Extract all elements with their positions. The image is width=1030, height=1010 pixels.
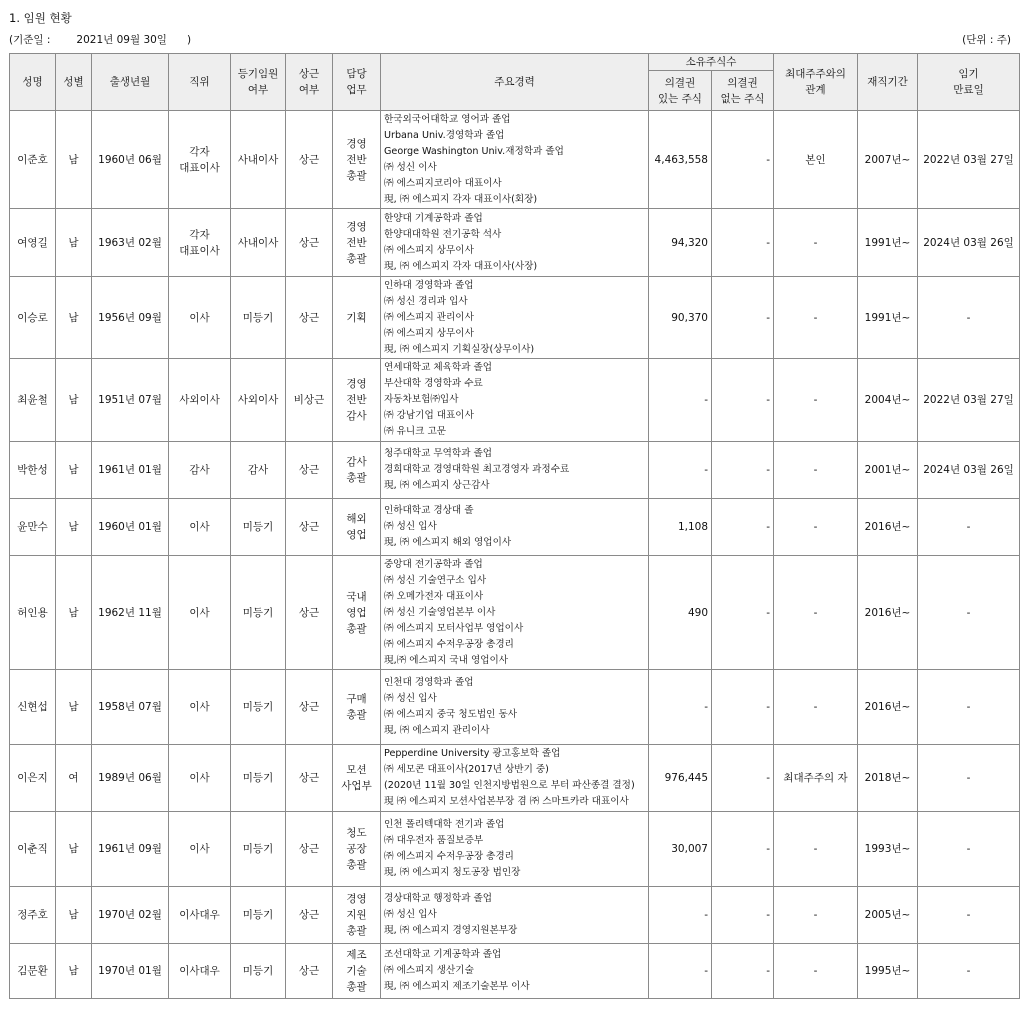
cell-career-line: 한양대대학원 전기공학 석사 xyxy=(384,228,502,240)
cell-duty-line: 총괄 xyxy=(346,925,367,937)
cell-career-line: ㈜ 성신 기술연구소 입사 xyxy=(384,574,487,586)
cell-term: 2024년 03월 26일 xyxy=(918,442,1020,499)
cell-duty-line: 총괄 xyxy=(346,472,367,484)
table-row xyxy=(10,887,1020,944)
cell-nonvoting-shares: - xyxy=(712,670,774,745)
cell-tenure: 2016년~ xyxy=(858,670,918,745)
cell-duty xyxy=(333,111,381,209)
cell-registered: 미등기 xyxy=(231,812,286,887)
cell-duty-line: 전반 xyxy=(346,153,367,166)
cell-career-line: 자동차보험㈜입사 xyxy=(384,394,459,405)
table-header xyxy=(10,54,1020,111)
cell-career-line: 現, ㈜ 에스피지 각자 대표이사(사장) xyxy=(384,260,538,272)
cell-fulltime: 상근 xyxy=(286,887,333,944)
cell-career-line: ㈜ 에스피지 상무이사 xyxy=(384,327,474,339)
cell-term: 2022년 03월 27일 xyxy=(918,359,1020,442)
cell-position xyxy=(169,745,231,812)
cell-position-line: 이사 xyxy=(189,521,210,533)
cell-career-line: 연세대학교 체육학과 졸업 xyxy=(384,362,493,373)
cell-nonvoting-shares: - xyxy=(712,277,774,359)
cell-voting-shares: 1,108 xyxy=(649,499,712,556)
section-title: 1. 임원 현황 xyxy=(9,11,72,25)
cell-name: 이준호 xyxy=(10,111,56,209)
cell-relation: - xyxy=(774,887,858,944)
table-row xyxy=(10,277,1020,359)
cell-position-line: 각자 xyxy=(189,145,210,158)
table-row xyxy=(10,670,1020,745)
cell-career xyxy=(381,499,649,556)
cell-voting-shares: - xyxy=(649,442,712,499)
cell-voting-shares: - xyxy=(649,670,712,745)
table-row xyxy=(10,812,1020,887)
cell-term: - xyxy=(918,499,1020,556)
cell-career-line: 現, ㈜ 에스피지 상근감사 xyxy=(384,480,490,491)
cell-career-line: ㈜ 강남기업 대표이사 xyxy=(384,410,474,421)
header-name: 성명 xyxy=(10,54,56,111)
cell-birth: 1951년 07월 xyxy=(92,359,169,442)
cell-registered: 사내이사 xyxy=(231,209,286,277)
cell-career-line: 現, ㈜ 에스피지 경영지원본부장 xyxy=(384,925,518,936)
cell-career-line: ㈜ 에스피지코리아 대표이사 xyxy=(384,177,502,189)
cell-career-line: ㈜ 에스피지 상무이사 xyxy=(384,244,474,256)
cell-term: - xyxy=(918,812,1020,887)
cell-tenure: 1993년~ xyxy=(858,812,918,887)
cell-career-line: 인천대 경영학과 졸업 xyxy=(384,677,474,688)
cell-duty-line: 총괄 xyxy=(346,981,367,993)
cell-tenure: 2005년~ xyxy=(858,887,918,944)
cell-position-line: 이사대우 xyxy=(179,909,220,921)
cell-position xyxy=(169,887,231,944)
table-row xyxy=(10,745,1020,812)
cell-career xyxy=(381,442,649,499)
base-date: 2021년 09월 30일 xyxy=(76,34,167,46)
cell-relation: - xyxy=(774,556,858,670)
cell-career-line: Urbana Univ.경영학과 졸업 xyxy=(384,129,505,141)
cell-birth: 1963년 02월 xyxy=(92,209,169,277)
cell-duty xyxy=(333,556,381,670)
cell-voting-shares: - xyxy=(649,887,712,944)
cell-birth: 1961년 09월 xyxy=(92,812,169,887)
cell-tenure: 2004년~ xyxy=(858,359,918,442)
cell-birth: 1970년 01월 xyxy=(92,944,169,999)
cell-duty-line: 경영 xyxy=(346,893,367,905)
cell-career-line: 인천 폴리텍대학 전기과 졸업 xyxy=(384,819,505,830)
table-row xyxy=(10,111,1020,209)
cell-duty xyxy=(333,209,381,277)
cell-career-line: 경상대학교 행정학과 졸업 xyxy=(384,893,493,904)
cell-fulltime: 상근 xyxy=(286,442,333,499)
cell-career-line: 중앙대 전기공학과 졸업 xyxy=(384,558,483,570)
cell-career-line: 現,㈜ 에스피지 국내 영업이사 xyxy=(384,654,509,666)
cell-gender: 여 xyxy=(56,745,92,812)
cell-birth: 1961년 01월 xyxy=(92,442,169,499)
cell-duty-line: 영업 xyxy=(346,529,367,541)
header-duty: 담당 업무 xyxy=(333,54,381,111)
cell-duty-line: 경영 xyxy=(346,378,367,390)
cell-tenure: 1991년~ xyxy=(858,209,918,277)
cell-career-line: 現, ㈜ 에스피지 관리이사 xyxy=(384,725,490,736)
cell-position xyxy=(169,277,231,359)
cell-gender: 남 xyxy=(56,812,92,887)
cell-career-line: ㈜ 유니크 고문 xyxy=(384,426,447,437)
cell-birth: 1970년 02월 xyxy=(92,887,169,944)
cell-voting-shares: 90,370 xyxy=(649,277,712,359)
table-row xyxy=(10,499,1020,556)
cell-career-line: 인하대 경영학과 졸업 xyxy=(384,279,474,291)
cell-duty-line: 기획 xyxy=(346,311,367,324)
header-birth: 출생년월 xyxy=(92,54,169,111)
cell-duty-line: 해외 xyxy=(346,513,367,525)
header-gender: 성별 xyxy=(56,54,92,111)
table-body xyxy=(10,111,1020,999)
cell-position-line: 이사 xyxy=(189,772,210,784)
cell-position xyxy=(169,111,231,209)
cell-relation: - xyxy=(774,944,858,999)
table-row xyxy=(10,944,1020,999)
cell-fulltime: 상근 xyxy=(286,745,333,812)
base-date-line xyxy=(9,32,191,47)
cell-nonvoting-shares: - xyxy=(712,887,774,944)
cell-registered: 미등기 xyxy=(231,745,286,812)
cell-career-line: Pepperdine University 광고홍보학 졸업 xyxy=(384,748,561,759)
cell-gender: 남 xyxy=(56,499,92,556)
cell-career-line: 부산대학 경영학과 수료 xyxy=(384,378,483,389)
header-relation: 최대주주와의 관계 xyxy=(774,54,858,111)
header-career: 주요경력 xyxy=(381,54,649,111)
cell-career xyxy=(381,887,649,944)
cell-position xyxy=(169,556,231,670)
cell-career xyxy=(381,944,649,999)
cell-term: - xyxy=(918,556,1020,670)
cell-position xyxy=(169,359,231,442)
cell-duty-line: 청도 xyxy=(346,827,367,839)
cell-gender: 남 xyxy=(56,111,92,209)
cell-registered: 미등기 xyxy=(231,499,286,556)
cell-duty xyxy=(333,277,381,359)
cell-duty xyxy=(333,670,381,745)
cell-position xyxy=(169,670,231,745)
cell-career-line: ㈜ 대우전자 품질보증부 xyxy=(384,835,484,846)
cell-birth: 1989년 06월 xyxy=(92,745,169,812)
table-row xyxy=(10,209,1020,277)
cell-career-line: ㈜ 에스피지 수저우공장 총경리 xyxy=(384,851,514,862)
cell-duty xyxy=(333,887,381,944)
cell-tenure: 2016년~ xyxy=(858,499,918,556)
cell-name: 최윤철 xyxy=(10,359,56,442)
cell-nonvoting-shares: - xyxy=(712,812,774,887)
cell-registered: 사내이사 xyxy=(231,111,286,209)
cell-voting-shares: 976,445 xyxy=(649,745,712,812)
cell-duty-line: 지원 xyxy=(346,909,367,921)
cell-duty xyxy=(333,499,381,556)
cell-duty-line: 경영 xyxy=(346,137,367,150)
header-shares-group: 소유주식수 xyxy=(649,54,774,71)
cell-name: 이춘직 xyxy=(10,812,56,887)
cell-duty-line: 영업 xyxy=(346,606,367,619)
cell-duty-line: 총괄 xyxy=(346,709,367,721)
cell-duty-line: 총괄 xyxy=(346,252,367,265)
cell-gender: 남 xyxy=(56,556,92,670)
cell-registered: 사외이사 xyxy=(231,359,286,442)
cell-name: 이은지 xyxy=(10,745,56,812)
base-date-close: ) xyxy=(186,34,192,46)
cell-career-line: George Washington Univ.재정학과 졸업 xyxy=(384,145,564,157)
cell-name: 박한성 xyxy=(10,442,56,499)
cell-name: 허인용 xyxy=(10,556,56,670)
cell-position-line: 이사대우 xyxy=(179,965,220,977)
cell-nonvoting-shares: - xyxy=(712,359,774,442)
cell-voting-shares: 94,320 xyxy=(649,209,712,277)
cell-career xyxy=(381,745,649,812)
cell-relation: - xyxy=(774,812,858,887)
cell-duty-line: 국내 xyxy=(346,590,367,603)
cell-career-line: (2020년 11월 30일 인천지방법원으로 부터 파산종결 결정) xyxy=(384,780,635,791)
cell-duty-line: 총괄 xyxy=(346,622,367,635)
cell-position xyxy=(169,442,231,499)
cell-term: - xyxy=(918,944,1020,999)
cell-name: 신현섭 xyxy=(10,670,56,745)
cell-fulltime: 상근 xyxy=(286,670,333,745)
cell-relation: - xyxy=(774,442,858,499)
cell-position-line: 이사 xyxy=(189,701,210,713)
cell-nonvoting-shares: - xyxy=(712,209,774,277)
header-registered: 등기임원 여부 xyxy=(231,54,286,111)
cell-fulltime: 상근 xyxy=(286,277,333,359)
cell-term: - xyxy=(918,887,1020,944)
cell-relation: 최대주주의 자 xyxy=(774,745,858,812)
cell-career-line: ㈜ 성신 입사 xyxy=(384,693,437,704)
cell-tenure: 1995년~ xyxy=(858,944,918,999)
header-nonvoting: 의결권 없는 주식 xyxy=(712,71,774,111)
cell-duty xyxy=(333,745,381,812)
cell-birth: 1956년 09월 xyxy=(92,277,169,359)
cell-position-line: 각자 xyxy=(189,228,210,241)
cell-position-line: 사외이사 xyxy=(179,394,220,406)
cell-career-line: 경희대학교 경영대학원 최고경영자 과정수료 xyxy=(384,464,570,475)
cell-gender: 남 xyxy=(56,359,92,442)
cell-name: 여영길 xyxy=(10,209,56,277)
cell-gender: 남 xyxy=(56,277,92,359)
cell-position xyxy=(169,209,231,277)
cell-relation: - xyxy=(774,277,858,359)
cell-duty-line: 기술 xyxy=(346,965,367,977)
cell-registered: 미등기 xyxy=(231,887,286,944)
cell-career-line: ㈜ 오메가전자 대표이사 xyxy=(384,590,484,602)
base-date-label: (기준일 : xyxy=(9,34,51,46)
cell-term: - xyxy=(918,745,1020,812)
cell-name: 윤만수 xyxy=(10,499,56,556)
cell-career-line: ㈜ 성신 입사 xyxy=(384,909,437,920)
cell-relation: - xyxy=(774,209,858,277)
cell-voting-shares: 490 xyxy=(649,556,712,670)
cell-career-line: 現 ㈜ 에스피지 모션사업본부장 겸 ㈜ 스마트카라 대표이사 xyxy=(384,796,629,807)
cell-voting-shares: 30,007 xyxy=(649,812,712,887)
cell-term: 2022년 03월 27일 xyxy=(918,111,1020,209)
cell-nonvoting-shares: - xyxy=(712,556,774,670)
cell-career-line: ㈜ 에스피지 수저우공장 총경리 xyxy=(384,638,514,650)
cell-career-line: 한국외국어대학교 영어과 졸업 xyxy=(384,113,511,125)
header-position: 직위 xyxy=(169,54,231,111)
executive-table xyxy=(9,53,1020,999)
cell-position xyxy=(169,944,231,999)
cell-career xyxy=(381,359,649,442)
cell-position-line: 이사 xyxy=(189,843,210,855)
cell-career-line: 조선대학교 기계공학과 졸업 xyxy=(384,949,502,960)
cell-registered: 미등기 xyxy=(231,944,286,999)
cell-fulltime: 상근 xyxy=(286,556,333,670)
cell-fulltime: 비상근 xyxy=(286,359,333,442)
cell-name: 이승로 xyxy=(10,277,56,359)
cell-duty-line: 감사 xyxy=(346,410,367,422)
cell-duty-line: 전반 xyxy=(346,394,367,406)
cell-term: 2024년 03월 26일 xyxy=(918,209,1020,277)
cell-nonvoting-shares: - xyxy=(712,499,774,556)
cell-career-line: ㈜ 에스피지 중국 청도법인 동사 xyxy=(384,709,518,720)
cell-career-line: 한양대 기계공학과 졸업 xyxy=(384,212,483,224)
cell-relation: - xyxy=(774,499,858,556)
cell-registered: 감사 xyxy=(231,442,286,499)
cell-tenure: 2016년~ xyxy=(858,556,918,670)
cell-duty xyxy=(333,812,381,887)
cell-career xyxy=(381,277,649,359)
cell-duty-line: 제조 xyxy=(346,949,367,961)
cell-career-line: 現, ㈜ 에스피지 각자 대표이사(회장) xyxy=(384,193,538,205)
cell-birth: 1960년 06월 xyxy=(92,111,169,209)
cell-career-line: 現, ㈜ 에스피지 해외 영업이사 xyxy=(384,537,512,548)
cell-career xyxy=(381,209,649,277)
cell-position-line: 이사 xyxy=(189,311,210,324)
cell-duty-line: 공장 xyxy=(346,843,367,855)
table-row xyxy=(10,359,1020,442)
cell-duty xyxy=(333,359,381,442)
cell-position-line: 이사 xyxy=(189,606,210,619)
cell-position-line: 대표이사 xyxy=(179,244,220,257)
cell-registered: 미등기 xyxy=(231,277,286,359)
cell-career-line: ㈜ 성신 입사 xyxy=(384,521,437,532)
cell-term: - xyxy=(918,277,1020,359)
cell-duty-line: 총괄 xyxy=(346,859,367,871)
cell-nonvoting-shares: - xyxy=(712,442,774,499)
cell-birth: 1962년 11월 xyxy=(92,556,169,670)
cell-duty-line: 전반 xyxy=(346,236,367,249)
cell-fulltime: 상근 xyxy=(286,812,333,887)
header-term: 임기 만료일 xyxy=(918,54,1020,111)
cell-voting-shares: 4,463,558 xyxy=(649,111,712,209)
cell-career-line: 現, ㈜ 에스피지 기획실장(상무이사) xyxy=(384,343,535,355)
cell-career-line: 인하대학교 경상대 졸 xyxy=(384,505,474,516)
cell-relation: - xyxy=(774,359,858,442)
cell-career-line: ㈜ 세모콘 대표이사(2017년 상반기 중) xyxy=(384,764,549,775)
cell-tenure: 2018년~ xyxy=(858,745,918,812)
cell-nonvoting-shares: - xyxy=(712,745,774,812)
cell-nonvoting-shares: - xyxy=(712,111,774,209)
cell-career xyxy=(381,812,649,887)
cell-name: 정주호 xyxy=(10,887,56,944)
cell-duty-line: 사업부 xyxy=(341,780,372,792)
unit-label: (단위 : 주) xyxy=(962,34,1011,46)
table-row xyxy=(10,442,1020,499)
cell-gender: 남 xyxy=(56,944,92,999)
cell-career-line: ㈜ 에스피지 관리이사 xyxy=(384,311,474,323)
header-voting: 의결권 있는 주식 xyxy=(649,71,712,111)
cell-tenure: 2007년~ xyxy=(858,111,918,209)
cell-career xyxy=(381,111,649,209)
cell-gender: 남 xyxy=(56,442,92,499)
cell-duty xyxy=(333,442,381,499)
cell-relation: 본인 xyxy=(774,111,858,209)
cell-birth: 1958년 07월 xyxy=(92,670,169,745)
cell-tenure: 1991년~ xyxy=(858,277,918,359)
cell-nonvoting-shares: - xyxy=(712,944,774,999)
cell-career-line: ㈜ 성신 이사 xyxy=(384,161,437,173)
cell-career-line: 現, ㈜ 에스피지 청도공장 법인장 xyxy=(384,867,521,878)
header-fulltime: 상근 여부 xyxy=(286,54,333,111)
cell-gender: 남 xyxy=(56,209,92,277)
cell-fulltime: 상근 xyxy=(286,499,333,556)
cell-career-line: ㈜ 에스피지 모터사업부 영업이사 xyxy=(384,622,524,634)
cell-career xyxy=(381,670,649,745)
cell-duty xyxy=(333,944,381,999)
cell-duty-line: 모션 xyxy=(346,764,367,776)
cell-birth: 1960년 01월 xyxy=(92,499,169,556)
cell-voting-shares: - xyxy=(649,359,712,442)
header-tenure: 재직기간 xyxy=(858,54,918,111)
cell-gender: 남 xyxy=(56,670,92,745)
cell-duty-line: 경영 xyxy=(346,220,367,233)
cell-career-line: ㈜ 성신 기술영업본부 이사 xyxy=(384,606,496,618)
cell-tenure: 2001년~ xyxy=(858,442,918,499)
cell-position xyxy=(169,812,231,887)
cell-relation: - xyxy=(774,670,858,745)
cell-career-line: ㈜ 에스피지 생산기술 xyxy=(384,965,474,976)
cell-name: 김문환 xyxy=(10,944,56,999)
cell-registered: 미등기 xyxy=(231,670,286,745)
cell-duty-line: 감사 xyxy=(346,456,367,468)
cell-fulltime: 상근 xyxy=(286,944,333,999)
cell-fulltime: 상근 xyxy=(286,111,333,209)
cell-registered: 미등기 xyxy=(231,556,286,670)
cell-career xyxy=(381,556,649,670)
cell-duty-line: 총괄 xyxy=(346,169,367,182)
cell-duty-line: 구매 xyxy=(346,693,367,705)
cell-career-line: 現, ㈜ 에스피지 제조기술본부 이사 xyxy=(384,981,530,992)
cell-position-line: 감사 xyxy=(189,464,210,476)
cell-term: - xyxy=(918,670,1020,745)
cell-gender: 남 xyxy=(56,887,92,944)
table-row xyxy=(10,556,1020,670)
cell-voting-shares: - xyxy=(649,944,712,999)
cell-position-line: 대표이사 xyxy=(179,161,220,174)
cell-position xyxy=(169,499,231,556)
cell-fulltime: 상근 xyxy=(286,209,333,277)
cell-career-line: ㈜ 성신 경리과 입사 xyxy=(384,295,468,307)
cell-career-line: 청주대학교 무역학과 졸업 xyxy=(384,448,493,459)
